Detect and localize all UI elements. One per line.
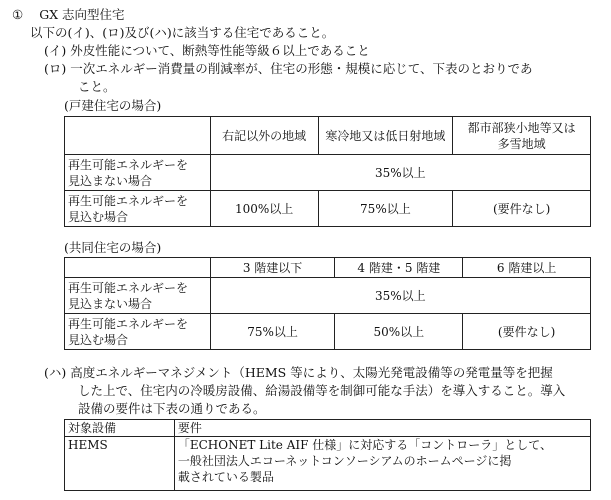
table-row: [65, 258, 591, 278]
hems-table: [64, 419, 591, 491]
section-title: GX 志向型住宅: [39, 7, 125, 22]
section-heading: [12, 6, 125, 23]
row-label: [65, 314, 211, 350]
table-header: 対象設備: [65, 420, 175, 437]
table-cell: 100%以上: [210, 191, 318, 227]
table-header: 要件: [174, 420, 590, 437]
table-row: [65, 155, 591, 191]
table-cell: HEMS: [65, 437, 175, 491]
item-i-text: (イ) 外皮性能について、断熱等性能等級６以上であること: [44, 43, 370, 58]
table-cell: 75%以上: [210, 314, 335, 350]
table-row: [65, 437, 591, 491]
table-row: [65, 420, 591, 437]
table-row: [65, 314, 591, 350]
table-header-line: 都市部狭小地等又は: [467, 120, 576, 135]
requirement-line: 載されている製品: [177, 470, 274, 484]
table2-caption: (共同住宅の場合): [64, 240, 162, 255]
row-label-line: 再生可能エネルギーを: [68, 157, 189, 172]
table-cell-empty: [65, 258, 211, 278]
item-ro-text-line1: (ロ) 一次エネルギー消費量の削減率が、住宅の形態・規模に応じて、下表のとおりであ: [44, 61, 533, 76]
item-ro-text-line2: こと。: [78, 79, 116, 94]
table-header-line: 多雪地域: [497, 136, 546, 151]
section-number: ①: [12, 7, 24, 22]
row-label-line: 再生可能エネルギーを: [68, 280, 189, 295]
row-label-line: 見込む場合: [68, 209, 129, 224]
row-label-line: 再生可能エネルギーを: [68, 316, 189, 331]
item-ha-text-line3: 設備の要件は下表の通りである。: [78, 401, 266, 416]
row-label-line: 見込む場合: [68, 332, 129, 347]
table-cell-empty: [65, 117, 211, 155]
row-label-line: 見込まない場合: [68, 173, 153, 188]
table-cell: (要件なし): [463, 314, 591, 350]
requirement-line: 一般社団法人エコーネットコンソーシアムのホームページに掲: [177, 454, 512, 468]
table-header: 寒冷地又は低日射地域: [318, 117, 453, 155]
table-row: [65, 278, 591, 314]
row-label-line: 再生可能エネルギーを: [68, 193, 189, 208]
row-label: [65, 278, 211, 314]
table-row: [65, 191, 591, 227]
apartment-table: [64, 257, 591, 350]
item-ha-text-line1: (ハ) 高度エネルギーマネジメント（HEMS 等により、太陽光発電設備等の発電量等を把握: [44, 365, 553, 380]
table-header: 右記以外の地域: [210, 117, 318, 155]
row-label: [65, 155, 211, 191]
table-header: 6 階建以上: [463, 258, 591, 278]
row-label: [65, 191, 211, 227]
detached-house-table: [64, 116, 591, 227]
table-cell: 50%以上: [335, 314, 463, 350]
table-header: 4 階建・5 階建: [335, 258, 463, 278]
table-header: [453, 117, 591, 155]
item-ha-text-line2: した上で、住宅内の冷暖房設備、給湯設備等を制御可能な手法）を導入すること。導入: [78, 383, 566, 398]
table1-caption: (戸建住宅の場合): [64, 98, 162, 113]
row-label-line: 見込まない場合: [68, 296, 153, 311]
table-cell: 75%以上: [318, 191, 453, 227]
table-cell: 35%以上: [210, 278, 590, 314]
table-cell: 35%以上: [210, 155, 590, 191]
table-row: [65, 117, 591, 155]
table-header: 3 階建以下: [210, 258, 335, 278]
table-cell: [174, 437, 590, 491]
intro-text: 以下の(イ)、(ロ)及び(ハ)に該当する住宅であること。: [30, 25, 335, 40]
table-cell: (要件なし): [453, 191, 591, 227]
requirement-line: 「ECHONET Lite AIF 仕様」に対応する「コントローラ」として、: [177, 438, 553, 452]
